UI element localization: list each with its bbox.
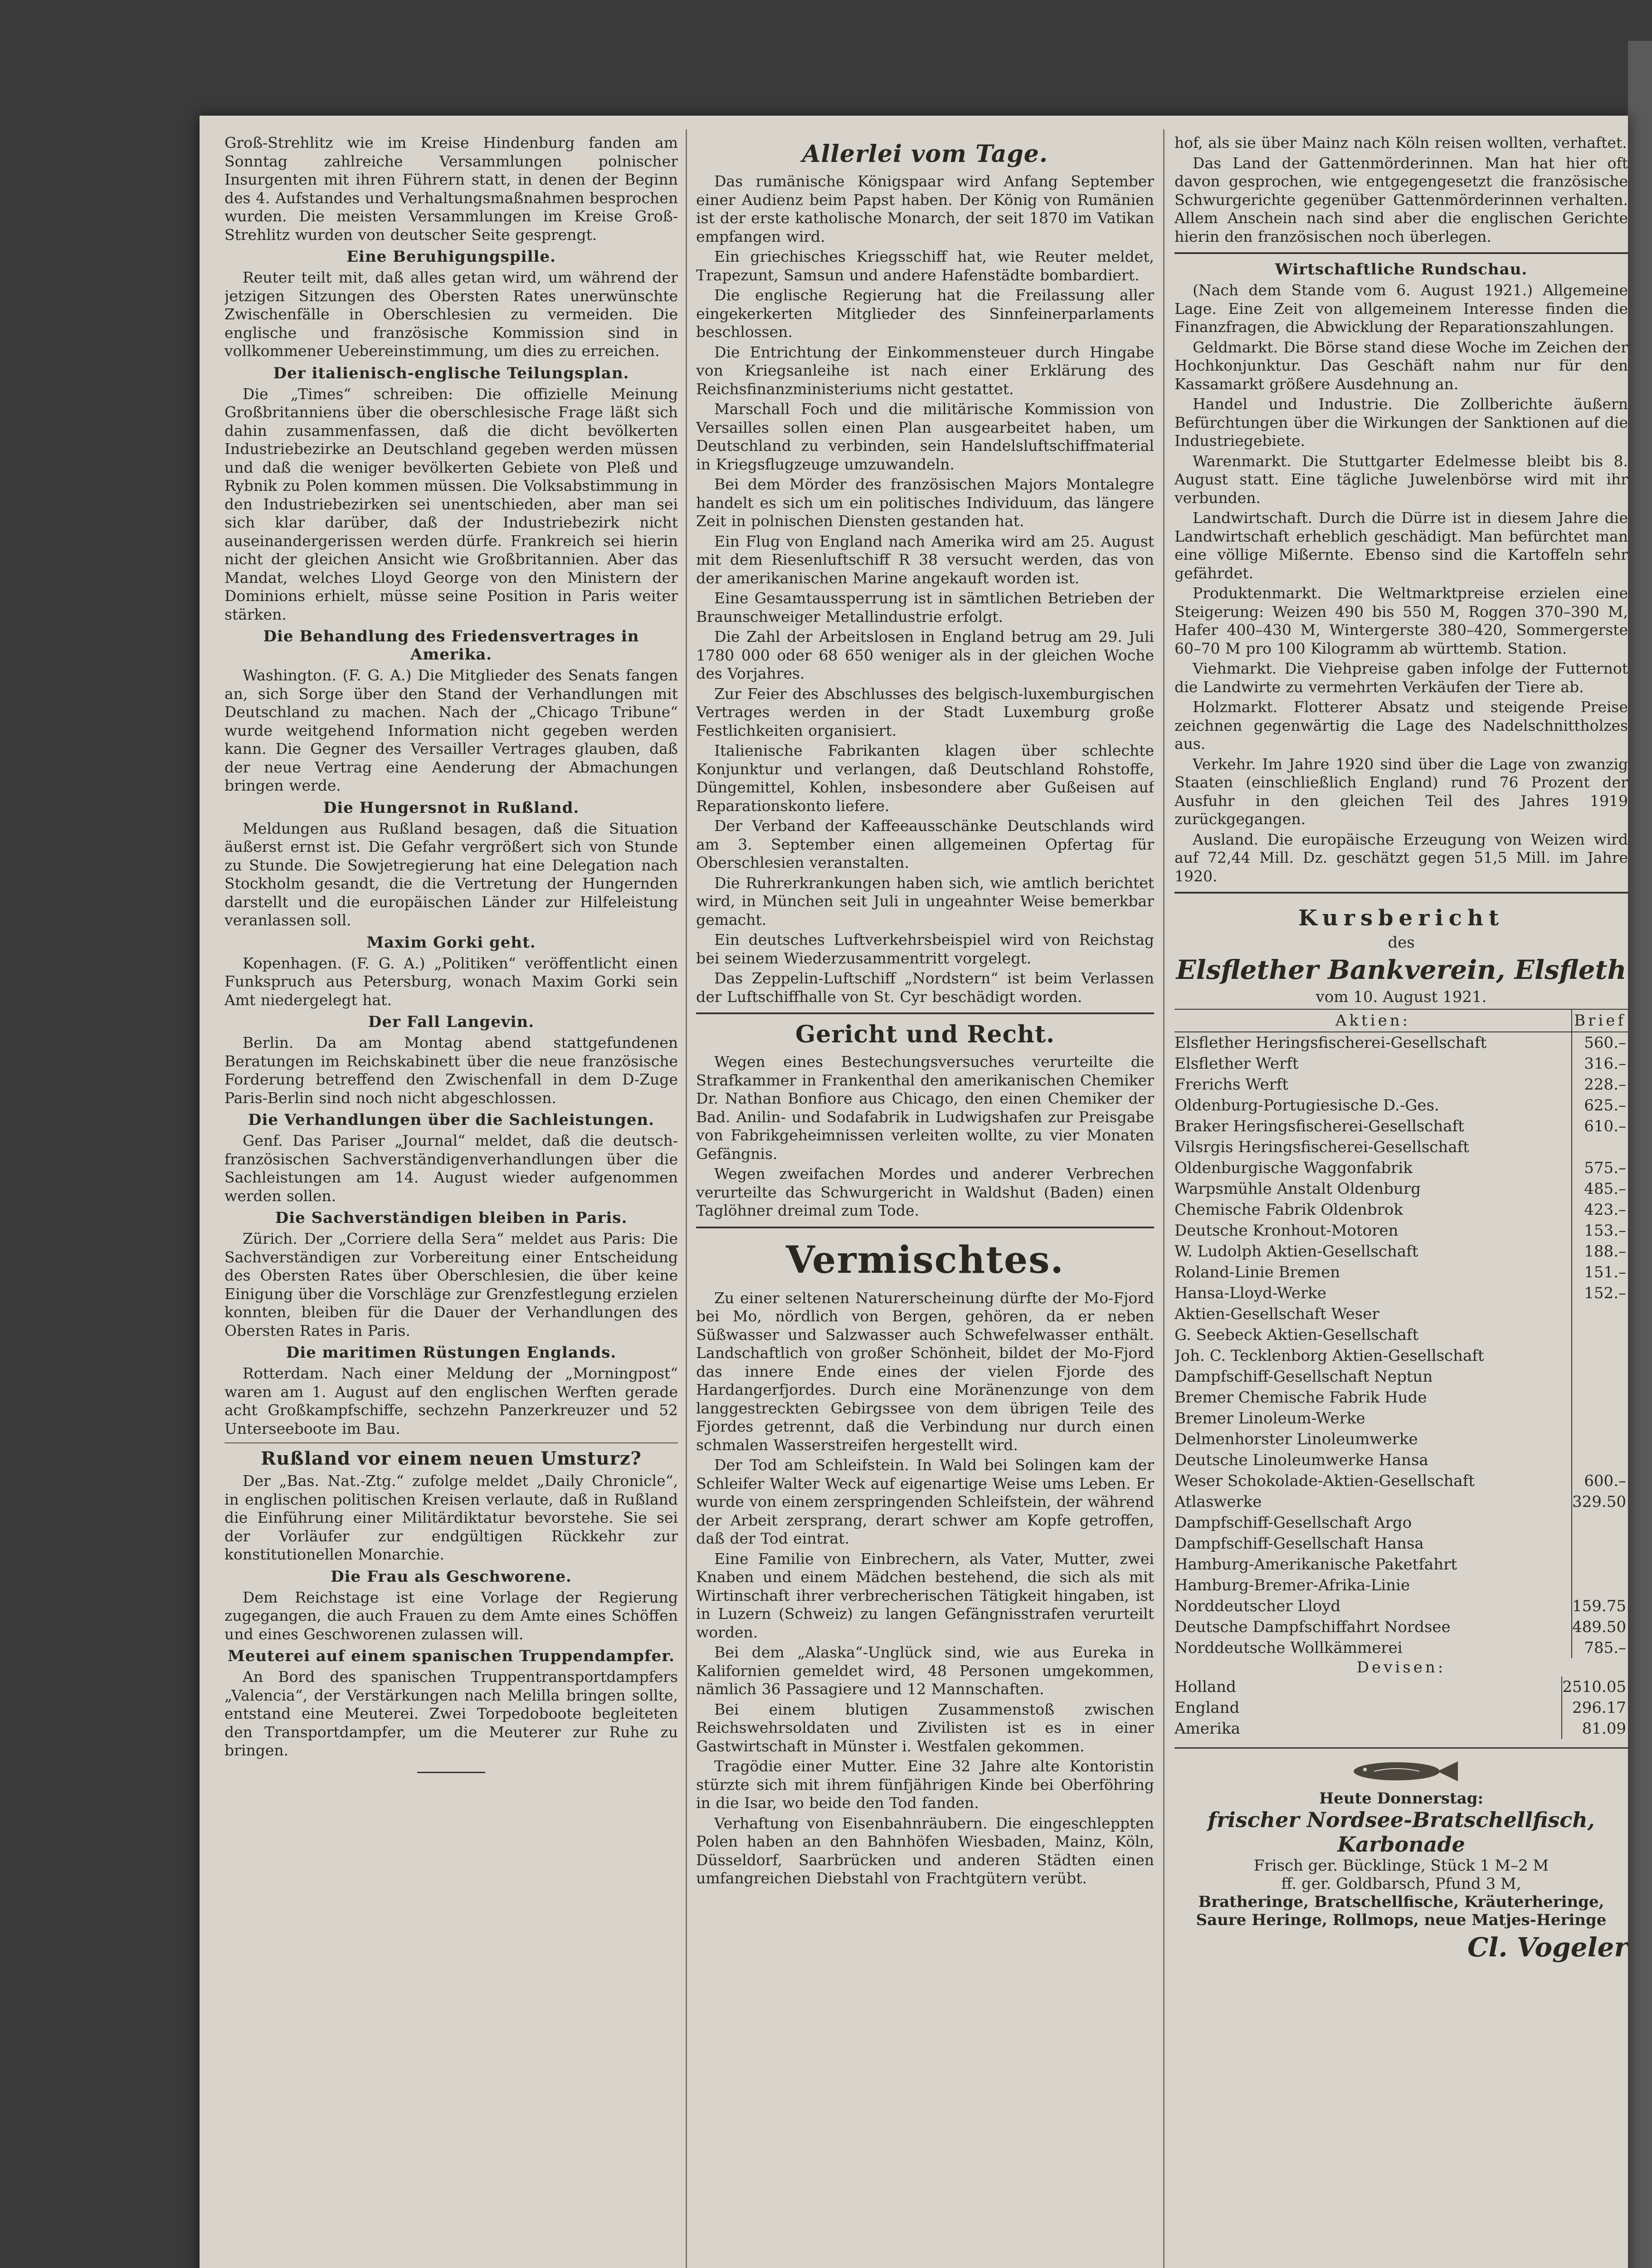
article-heading: Die Behandlung des Friedensvertrages in Amerika. [263,627,639,664]
kurs-col-value-head: Brief [1572,1009,1628,1032]
article-heading: Die Frau als Geschworene. [331,1567,572,1586]
ad-line: Frisch ger. Bücklinge, Stück 1 M–2 M [1253,1857,1549,1875]
kurs-row [1174,1116,1628,1137]
kurs-row [1174,1053,1628,1074]
article-paragraph: Bei dem Mörder des französischen Majors Montalegre handelt es sich um ein politisches Individuum, das längere Zeit in polnischen Diensten gestanden hat. [696,475,1154,530]
article-paragraph: Bei dem „Alaska“-Unglück sind, wie aus Eureka in Kalifornien gemeldet wird, 48 Personen umgekommen, nämlich 36 Passagiere und 12 Mannschaften. [696,1643,1154,1698]
article-paragraph: Zürich. Der „Corriere della Sera“ meldet aus Paris: Die Sachverständigen zur Vorbereitung einer Entscheidung des Obersten Rates über Oberschlesien, die über keine Einigung über die Vorschläge zur Grenzfestlegung erzielen konnten, bleiben für die Dauer der Verhandlungen des Obersten Rates in Paris. [224,1230,678,1339]
section-heading: Allerlei vom Tage. [802,140,1048,168]
divider [1174,892,1628,894]
kurs-row-label: Vilsrgis Heringsfischerei-Gesellschaft [1174,1138,1469,1156]
kurs-row [1174,1366,1628,1387]
ad-line: ff. ger. Goldbarsch, Pfund 3 M, [1281,1875,1521,1893]
kurs-row-value: 485.– [1572,1178,1628,1199]
article-paragraph: Der Verband der Kaffeeausschänke Deutschlands wird am 3. September einen allgemeinen Opfertag für Oberschlesien veranstalten. [696,817,1154,871]
devisen-row [1174,1718,1628,1739]
devisen-row [1174,1697,1628,1718]
article-paragraph: Wegen zweifachen Mordes und anderer Verbrechen verurteilte das Schwurgericht in Waldshut (Baden) einen Taglöhner dreimal zum Tode. [696,1165,1154,1219]
kurs-row-value [1572,1450,1628,1471]
kurs-row-label: Dampfschiff-Gesellschaft Neptun [1174,1368,1433,1386]
kurs-row-value [1572,1345,1628,1366]
kurs-row-label: Aktien-Gesellschaft Weser [1174,1305,1379,1323]
kurs-row [1174,1450,1628,1471]
article-paragraph: Das Zeppelin-Luftschiff „Nordstern“ ist beim Verlassen der Luftschiffhalle von St. Cyr beschädigt worden. [696,969,1154,1006]
article-paragraph: Marschall Foch und die militärische Kommission von Versailles sollen einen Plan ausgearbeitet haben, um Deutschland zu verbinden, sein Handelsluftschiffmaterial in Kriegsflugzeuge umzuwandeln. [696,400,1154,473]
devisen-row-value: 81.09 [1562,1718,1628,1739]
kurs-row [1174,1178,1628,1199]
ad-signature: Cl. Vogeler [1467,1932,1628,1963]
kurs-row [1174,1199,1628,1220]
article-paragraph: Holzmarkt. Flotterer Absatz und steigende Preise zeichnen gegenwärtig die Lage des Nadelschnittholzes aus. [1174,698,1628,753]
devisen-row-value: 2510.05 [1562,1677,1628,1697]
article-heading: Die Hungersnot in Rußland. [323,798,580,817]
newspaper-page [200,116,1628,2268]
kurs-row-value: 575.– [1572,1158,1628,1178]
kurs-row-label: Warpsmühle Anstalt Oldenburg [1174,1180,1421,1198]
article-paragraph: (Nach dem Stande vom 6. August 1921.) Allgemeine Lage. Eine Zeit von allgemeinem Interesse finden die Finanzfragen, die Abwicklung der Reparationszahlungen. [1174,281,1628,336]
ad-headline: frischer Nordsee-Bratschellfisch, Karbonade [1208,1808,1595,1857]
kurs-row [1174,1345,1628,1366]
kurs-row-value: 159.75 [1572,1596,1628,1617]
kurs-row-value: 423.– [1572,1199,1628,1220]
kurs-row [1174,1554,1628,1575]
kurs-row-label: Dampfschiff-Gesellschaft Hansa [1174,1535,1424,1553]
kurs-row-value [1572,1325,1628,1345]
article-paragraph: Produktenmarkt. Die Weltmarktpreise erzielen eine Steigerung: Weizen 490 bis 550 M, Roggen 370–390 M, Hafer 400–430 M, Wintergerste 380–420, Sommergerste 60–70 M pro 100 Kilogramm ab württemb. Station. [1174,584,1628,657]
kursbericht-date: vom 10. August 1921. [1316,988,1487,1006]
devisen-rows [1174,1677,1628,1739]
kurs-row-value: 228.– [1572,1074,1628,1095]
article-paragraph: hof, als sie über Mainz nach Köln reisen wollten, verhaftet. [1174,134,1627,152]
article-paragraph: Rotterdam. Nach einer Meldung der „Morningpost“ waren am 1. August auf den englischen Werften gerade acht Großkampfschiffe, sechzehn Panzerkreuzer und 52 Unterseeboote im Bau. [224,1364,678,1437]
kurs-col-head: Aktien: [1174,1009,1572,1032]
kurs-row-label: Norddeutsche Wollkämmerei [1174,1639,1403,1657]
ad-line: Heute Donnerstag: [1319,1789,1483,1808]
kurs-row-label: Norddeutscher Lloyd [1174,1597,1341,1615]
kurs-row-label: Delmenhorster Linoleumwerke [1174,1430,1418,1448]
kursbericht-bank: Elsflether Bankverein, Elsfleth [1176,954,1627,985]
section-heading: Wirtschaftliche Rundschau. [1275,260,1528,279]
devisen-row-label: England [1174,1699,1240,1717]
kurs-row [1174,1325,1628,1345]
column-right [1174,134,1628,2268]
article-paragraph: Zur Feier des Abschlusses des belgisch-luxemburgischen Vertrages werden in der Stadt Luxemburg große Festlichkeiten organisiert. [696,684,1154,739]
ad-line: Bratheringe, Bratschellfische, Kräuterheringe, Saure Heringe, Rollmops, neue Matjes-Heringe [1196,1893,1607,1929]
article-paragraph: Bei einem blutigen Zusammenstoß zwischen Reichswehrsoldaten und Zivilisten ist es in einer Gastwirtschaft in Münster i. Westfalen gekommen. [696,1700,1154,1755]
devisen-row-label: Amerika [1174,1720,1240,1738]
divider [224,1442,678,1443]
kurs-row-value [1572,1304,1628,1325]
article-paragraph: Der Tod am Schleifstein. In Wald bei Solingen kam der Schleifer Walter Weck auf eigenartige Weise ums Leben. Er wurde von einem zerspringenden Schleifstein, der während der Arbeit zersprang, derart schwer am Kopfe getroffen, daß der Tod eintrat. [696,1456,1154,1547]
article-paragraph: Geldmarkt. Die Börse stand diese Woche im Zeichen der Hochkonjunktur. Das Geschäft nahm nur für den Kassamarkt größere Ausdehnung an. [1174,338,1628,393]
kurs-row-label: Elsflether Heringsfischerei-Gesellschaft [1174,1034,1487,1052]
article-heading: Maxim Gorki geht. [366,933,536,952]
column-left [224,134,678,2268]
kurs-row [1174,1429,1628,1450]
kurs-row [1174,1596,1628,1617]
divider [1174,252,1628,254]
kurs-row [1174,1074,1628,1095]
article-paragraph: Ein deutsches Luftverkehrsbeispiel wird von Reichstag bei seinem Wiederzusammentritt vorgelegt. [696,931,1154,967]
kurs-row-label: Atlaswerke [1174,1493,1262,1511]
article-paragraph: Ein griechisches Kriegsschiff hat, wie Reuter meldet, Trapezunt, Samsun und andere Hafenstädte bombardiert. [696,248,1154,284]
article-paragraph: Das Land der Gattenmörderinnen. Man hat hier oft davon gesprochen, wie entgegengesetzt die französische Schwurgerichte gegenüber Gattenmörderinnen verhalten. Allem Anschein nach sind aber die englischen Gerichte hierin den französischen noch überlegen. [1174,154,1628,245]
kurs-row [1174,1408,1628,1429]
article-paragraph: An Bord des spanischen Truppentransportdampfers „Valencia“, der Verstärkungen nach Melilla bringen sollte, entstand eine Meuterei. Zwei Torpedoboote begleiteten den Transportdampfer, um die Meuterer zur Ruhe zu bringen. [224,1668,678,1759]
kurs-row-value: 153.– [1572,1220,1628,1241]
kurs-row-label: Dampfschiff-Gesellschaft Argo [1174,1514,1412,1532]
kurs-row-label: G. Seebeck Aktien-Gesellschaft [1174,1326,1419,1344]
kurs-row-value: 610.– [1572,1116,1628,1137]
kurs-row-value [1572,1408,1628,1429]
kurs-row-value: 151.– [1572,1262,1628,1283]
devisen-row [1174,1677,1628,1697]
kurs-row-label: Frerichs Werft [1174,1075,1289,1094]
kurs-row-value: 785.– [1572,1637,1628,1658]
kurs-row [1174,1095,1628,1116]
kurs-row-label: Braker Heringsfischerei-Gesellschaft [1174,1117,1464,1135]
column-middle [696,134,1154,2268]
kurs-row-value [1572,1554,1628,1575]
article-paragraph: Die Ruhrerkrankungen haben sich, wie amtlich berichtet wird, in München seit Juli in ungeahnter Weise bemerkbar gemacht. [696,874,1154,929]
kurs-row [1174,1158,1628,1178]
article-paragraph: Tragödie einer Mutter. Eine 32 Jahre alte Kontoristin stürzte sich mit ihrem fünfjährigen Kinde bei Oberföhring in die Isar, wo beide den Tod fanden. [696,1757,1154,1812]
kurs-rows [1174,1032,1628,1658]
kurs-row [1174,1387,1628,1408]
article-paragraph: Die Entrichtung der Einkommensteuer durch Hingabe von Kriegsanleihe ist nach einer Erklärung des Reichsfinanzministeriums nicht gestattet. [696,343,1154,398]
kurs-row-label: W. Ludolph Aktien-Gesellschaft [1174,1242,1418,1261]
devisen-heading: Devisen: [1356,1658,1446,1677]
kurs-row-value: 188.– [1572,1241,1628,1262]
kurs-row-value: 329.50 [1572,1491,1628,1512]
kurs-row-label: Deutsche Dampfschiffahrt Nordsee [1174,1618,1451,1636]
kurs-row-value: 600.– [1572,1471,1628,1491]
kurs-row-value: 316.– [1572,1053,1628,1074]
article-paragraph: Verkehr. Im Jahre 1920 sind über die Lage von zwanzig Staaten (einschließlich England) rund 76 Prozent der Ausfuhr in den gleichen Teil des Jahres 1919 zurückgegangen. [1174,755,1628,828]
article-paragraph: Genf. Das Pariser „Journal“ meldet, daß die deutsch-französischen Sachverständigenverhandlungen über die Sachleistungen am 14. August wieder aufgenommen werden sollen. [224,1132,678,1205]
kurs-row-label: Hamburg-Bremer-Afrika-Linie [1174,1576,1410,1594]
article-paragraph: Die „Times“ schreiben: Die offizielle Meinung Großbritanniens über die oberschlesische Frage läßt sich dahin zusammenfassen, daß die dicht bevölkerten Industriebezirke an Deutschland gegeben werden müssen und daß die weniger bevölkerten Gebiete von Pleß und Rybnik zu Polen kommen müssen. Die Volksabstimmung in den Industriebezirken sei unentschieden, aber man sei sich klar darüber, daß der Industriebezirk nicht auseinandergerissen werden dürfe. Frankreich sei hierin nicht der gleichen Ansicht wie Großbritannien. Aber das Mandat, welches Lloyd George von den Ministern der Dominions erhielt, müsse seine Position in Paris weiter stärken. [224,385,678,623]
article-paragraph: Zu einer seltenen Naturerscheinung dürfte der Mo-Fjord bei Mo, nördlich von Bergen, gehören, da er neben Süßwasser und Salzwasser auch Schwefelwasser enthält. Landschaftlich von großer Schönheit, bildet der Mo-Fjord das innere Ende eines der vielen Fjorde des Hardangerfjordes. Durch eine Moränenzunge von dem langgestreckten Gebirgssee von dem übrigen Teile des Fjordes getrennt, daß die Verbindung nur durch einen schmalen Wasserstreifen hergestellt wird. [696,1289,1154,1454]
kurs-row [1174,1471,1628,1491]
kurs-row [1174,1491,1628,1512]
article-heading: Rußland vor einem neuen Umsturz? [261,1448,642,1469]
kurs-row-label: Hansa-Lloyd-Werke [1174,1284,1326,1302]
divider [696,1012,1154,1014]
kurs-row-label: Chemische Fabrik Oldenbrok [1174,1201,1403,1219]
kurs-row [1174,1220,1628,1241]
kurs-row [1174,1575,1628,1596]
advertisement [1174,1747,1628,1963]
article-heading: Die Sachverständigen bleiben in Paris. [275,1209,628,1227]
kurs-row [1174,1304,1628,1325]
page-edge [1628,41,1652,2268]
devisen-row-value: 296.17 [1562,1697,1628,1718]
divider [417,1772,485,1773]
article-paragraph: Eine Gesamtaussperrung ist in sämtlichen Betrieben der Braunschweiger Metallindustrie erfolgt. [696,589,1154,626]
article-paragraph: Die englische Regierung hat die Freilassung aller eingekerkerten Mitglieder des Sinnfeinerparlaments beschlossen. [696,286,1154,341]
kurs-row-label: Deutsche Linoleumwerke Hansa [1174,1451,1428,1469]
article-paragraph: Die Zahl der Arbeitslosen in England betrug am 29. Juli 1780 000 oder 68 650 weniger als in der gleichen Woche des Vorjahres. [696,628,1154,682]
article-paragraph: Der „Bas. Nat.-Ztg.“ zufolge meldet „Daily Chronicle“, in englischen politischen Kreisen verlaute, daß in Rußland die Einführung einer Militärdiktatur bevorstehe. Sie sei der Vorläufer zur endgültigen Rückkehr zur konstitutionellen Monarchie. [224,1472,678,1563]
article-heading: Der italienisch-englische Teilungsplan. [273,364,629,382]
article-paragraph: Kopenhagen. (F. G. A.) „Politiken“ veröffentlicht einen Funkspruch aus Petersburg, wonach Maxim Gorki sein Amt niedergelegt hat. [224,954,678,1009]
article-heading: Die maritimen Rüstungen Englands. [286,1344,617,1362]
kurs-row [1174,1283,1628,1304]
article-heading: Der Fall Langevin. [368,1013,535,1031]
kursbericht-title: Kursbericht [1298,905,1504,931]
devisen-table [1174,1677,1628,1739]
kurs-row-label: Bremer Chemische Fabrik Hude [1174,1388,1427,1407]
article-paragraph: Ein Flug von England nach Amerika wird am 25. August mit dem Riesenluftschiff R 38 versucht werden, das von der amerikanischen Marine angekauft worden ist. [696,532,1154,587]
kurs-row [1174,1637,1628,1658]
column-rule [1163,129,1165,2268]
kurs-row-value [1572,1387,1628,1408]
kurs-row-label: Weser Schokolade-Aktien-Gesellschaft [1174,1472,1475,1490]
kurs-row-value [1572,1512,1628,1533]
fish-icon [1342,1758,1460,1785]
kurs-row-label: Oldenburgische Waggonfabrik [1174,1159,1413,1177]
kurs-row-value [1572,1533,1628,1554]
kurs-row-value: 489.50 [1572,1617,1628,1637]
section-heading: Gericht und Recht. [795,1021,1055,1048]
kurs-row [1174,1262,1628,1283]
article-paragraph: Wegen eines Bestechungsversuches verurteilte die Strafkammer in Frankenthal den amerikanischen Chemiker Dr. Nathan Bonfiore aus Chicago, den einen Chemiker der Bad. Anilin- und Sodafabrik in Ludwigshafen zur Preisgabe von Fabrikgeheimnissen verleiten wollte, zu vier Monaten Gefängnis. [696,1053,1154,1163]
kurs-row-value [1572,1429,1628,1450]
divider [696,1227,1154,1228]
article-paragraph: Dem Reichstage ist eine Vorlage der Regierung zugegangen, die auch Frauen zu dem Amte eines Schöffen und eines Geschworenen zulassen will. [224,1588,678,1643]
article-paragraph: Ausland. Die europäische Erzeugung von Weizen wird auf 72,44 Mill. Dz. geschätzt gegen 51,5 Mill. im Jahre 1920. [1174,830,1628,885]
article-paragraph: Washington. (F. G. A.) Die Mitglieder des Senats fangen an, sich Sorge über den Stand der Verhandlungen mit Deutschland zu machen. Nach der „Chicago Tribune“ wurde weitgehend Information nicht gegeben werden kann. Die Gegner des Versailler Vertrages glauben, daß der neue Vertrag eine Aenderung der Abmachungen bringen werde. [224,666,678,794]
kurs-row-label: Oldenburg-Portugiesische D.-Ges. [1174,1096,1439,1114]
article-paragraph: Italienische Fabrikanten klagen über schlechte Konjunktur und verlangen, daß Deutschland Rohstoffe, Düngemittel, Kohlen, insbesondere aber Gußeisen auf Reparationskonto liefere. [696,742,1154,815]
kurs-row-label: Bremer Linoleum-Werke [1174,1409,1365,1427]
kurs-row-label: Joh. C. Tecklenborg Aktien-Gesellschaft [1174,1347,1484,1365]
article-heading: Meuterei auf einem spanischen Truppendampfer. [228,1647,675,1665]
article-paragraph: Meldungen aus Rußland besagen, daß die Situation äußerst ernst ist. Die Gefahr vergrößert sich von Stunde zu Stunde. Die Sowjetregierung hat eine Delegation nach Stockholm gesandt, die die Vertretung der Hungernden darstellt und die europäischen Länder zur Hilfeleistung veranlassen soll. [224,819,678,929]
article-paragraph: Landwirtschaft. Durch die Dürre ist in diesem Jahre die Landwirtschaft erheblich geschädigt. Man befürchtet man eine völlige Mißernte. Ebenso sind die Kartoffeln sehr gefährdet. [1174,509,1628,582]
kurs-row-value: 560.– [1572,1032,1628,1053]
article-paragraph: Groß-Strehlitz wie im Kreise Hindenburg fanden am Sonntag zahlreiche Versammlungen polnischer Insurgenten mit ihren Führern statt, in denen der Beginn des 4. Aufstandes und Verhaltungsmaßnahmen besprochen wurden. Die meisten Versammlungen im Kreise Groß-Strehlitz wurden von deutscher Seite gesprengt. [224,134,678,244]
article-heading: Die Verhandlungen über die Sachleistungen. [248,1111,654,1129]
kurs-row-value: 152.– [1572,1283,1628,1304]
kurs-table [1174,1009,1628,1658]
article-paragraph: Viehmarkt. Die Viehpreise gaben infolge der Futternot die Landwirte zu vermehrten Verkäufen der Tiere ab. [1174,660,1628,696]
kurs-row [1174,1032,1628,1053]
kurs-row [1174,1617,1628,1637]
article-paragraph: Reuter teilt mit, daß alles getan wird, um während der jetzigen Sitzungen des Obersten Rates unerwünschte Zwischenfälle in Oberschlesien zu vermeiden. Die englische und französische Kommission sind in vollkommener Uebereinstimmung, um dies zu erreichen. [224,269,678,360]
article-paragraph: Das rumänische Königspaar wird Anfang September einer Audienz beim Papst haben. Der König von Rumänien ist der erste katholische Monarch, der seit 1870 im Vatikan empfangen wird. [696,172,1154,245]
article-heading: Eine Beruhigungspille. [346,248,556,266]
article-paragraph: Warenmarkt. Die Stuttgarter Edelmesse bleibt bis 8. August statt. Eine tägliche Juwelenbörse wird mit ihr verbunden. [1174,452,1628,507]
kurs-row-label: Elsflether Werft [1174,1055,1299,1073]
kurs-row-value [1572,1575,1628,1596]
kurs-row [1174,1241,1628,1262]
kurs-row [1174,1512,1628,1533]
column-rule [686,129,687,2268]
section-heading: Vermischtes. [786,1238,1064,1282]
kurs-row-label: Roland-Linie Bremen [1174,1263,1340,1281]
article-paragraph: Verhaftung von Eisenbahnräubern. Die eingeschleppten Polen haben an den Bahnhöfen Wiesbaden, Mainz, Köln, Düsseldorf, Saarbrücken und anderen Städten einen umfangreichen Diebstahl von Frachtgütern verübt. [696,1814,1154,1887]
kurs-row-label: Deutsche Kronhout-Motoren [1174,1222,1399,1240]
article-paragraph: Eine Familie von Einbrechern, als Vater, Mutter, zwei Knaben und einem Mädchen bestehend, die sich als mit Wirtinschaft ihrer verbrecherischen Tätigkeit hingaben, ist in Luzern (Schweiz) zu langen Gefängnisstrafen verurteilt worden. [696,1549,1154,1641]
kurs-row-value [1572,1366,1628,1387]
kurs-row-value [1572,1137,1628,1158]
article-paragraph: Berlin. Da am Montag abend stattgefundenen Beratungen im Reichskabinett über die neue französische Forderung betreffend den Zwischenfall in dem D-Zuge Paris-Berlin sind noch nicht abgeschlossen. [224,1034,678,1107]
kurs-row-value: 625.– [1572,1095,1628,1116]
kurs-row [1174,1137,1628,1158]
devisen-row-label: Holland [1174,1678,1236,1696]
kurs-row [1174,1533,1628,1554]
article-paragraph: Handel und Industrie. Die Zollberichte äußern Befürchtungen über die Wirkungen der Sanktionen auf die Industriegebiete. [1174,395,1628,450]
kurs-row-label: Hamburg-Amerikanische Paketfahrt [1174,1555,1457,1574]
kursbericht-des: des [1388,934,1415,952]
